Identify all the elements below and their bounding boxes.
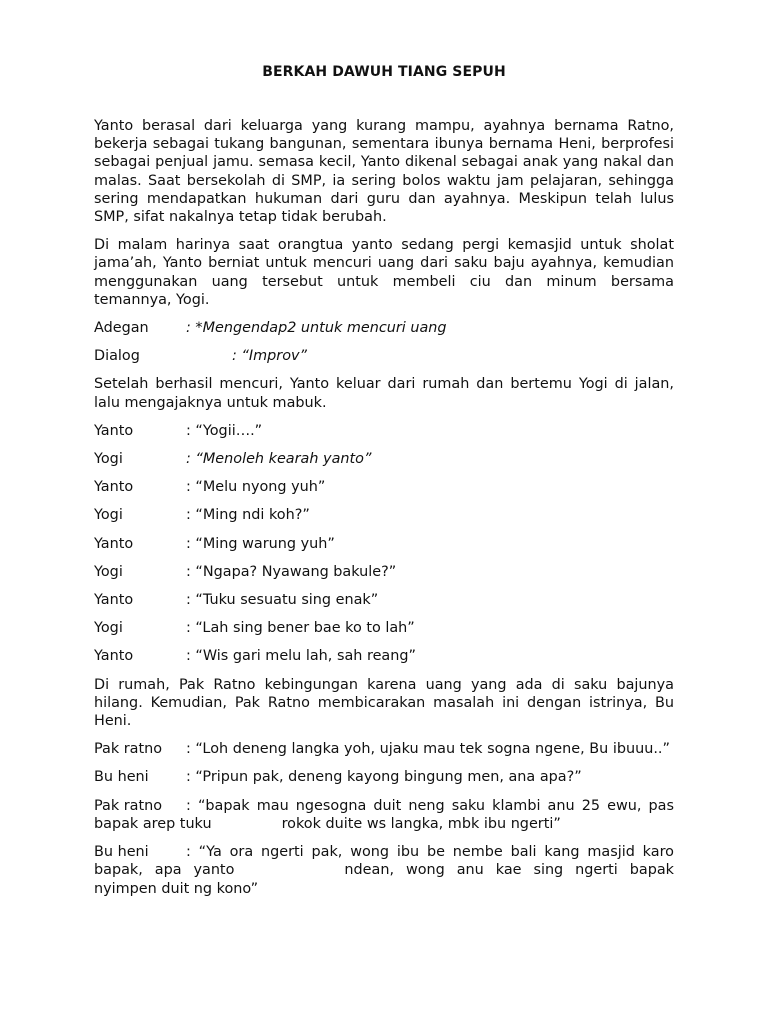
paragraph-at-home: Di rumah, Pak Ratno kebingungan karena uang yang ada di saku bajunya hilang. Kemudian, Pak Ratno membicarakan masalah ini dengan istrinya, Bu Heni. xyxy=(94,676,674,730)
speaker-name: Yogi xyxy=(94,563,123,580)
speaker-utterance: : “Loh deneng langka yoh, ujaku mau tek sogna ngene, Bu ibuuu..” xyxy=(186,741,670,758)
dialog-label: Dialog xyxy=(94,348,140,365)
document-title: BERKAH DAWUH TIANG SEPUH xyxy=(262,64,506,80)
speaker-name: Yanto xyxy=(94,592,134,609)
dialogue-line xyxy=(94,563,674,581)
paragraph-after-theft: Setelah berhasil mencuri, Yanto keluar dari rumah dan bertemu Yogi di jalan, lalu mengajaknya untuk mabuk. xyxy=(94,376,674,411)
speaker-utterance: : “Wis gari melu lah, sah reang” xyxy=(186,648,416,665)
dialogue-line xyxy=(94,478,674,496)
speaker-utterance: : “Pripun pak, deneng kayong bingung men, ana apa?” xyxy=(186,769,582,786)
document-page xyxy=(94,0,674,1024)
dialogue-speech xyxy=(94,797,674,833)
dialogue-line xyxy=(94,647,674,665)
speaker-utterance: : “Lah sing bener bae ko to lah” xyxy=(186,620,415,637)
dialogue-line xyxy=(94,619,674,637)
speaker-name: Pak ratno xyxy=(94,797,163,814)
adegan-line xyxy=(94,319,674,337)
dialogue-line xyxy=(94,422,674,440)
dialogue-speech xyxy=(94,768,674,786)
speaker-name: Yanto xyxy=(94,422,134,439)
dialogue-line xyxy=(94,591,674,609)
paragraph-intro: Yanto berasal dari keluarga yang kurang mampu, ayahnya bernama Ratno, bekerja sebagai tukang bangunan, sementara ibunya bernama Heni, berprofesi sebagai penjual jamu. semasa kecil, Yanto dikenal sebagai anak yang nakal dan malas. Saat bersekolah di SMP, ia sering bolos waktu jam pelajaran, sehingga sering mendapatkan hukuman dari guru dan ayahnya. Meskipun telah lulus SMP, sifat nakalnya tetap tidak berubah. xyxy=(94,118,674,226)
speaker-name: Yanto xyxy=(94,648,134,665)
paragraph-night-theft: Di malam harinya saat orangtua yanto sedang pergi kemasjid untuk sholat jama’ah, Yanto berniat untuk mencuri uang dari saku baju ayahnya, kemudian menggunakan uang tersebut untuk membeli ciu dan minum bersama temannya, Yogi. xyxy=(94,237,674,308)
speaker-name: Yanto xyxy=(94,479,134,496)
speaker-name: Yogi xyxy=(94,620,123,637)
dialogue-speech xyxy=(94,740,674,758)
dialog-line xyxy=(94,347,674,365)
speaker-utterance: : “Yogii….” xyxy=(186,422,263,439)
dialogue-line xyxy=(94,506,674,524)
adegan-text: : *Mengendap2 untuk mencuri uang xyxy=(186,320,447,337)
speaker-utterance: : “Tuku sesuatu sing enak” xyxy=(186,592,379,609)
dialog-text: : “Improv” xyxy=(232,348,307,365)
speaker-name: Bu heni xyxy=(94,769,149,786)
dialogue-line xyxy=(94,535,674,553)
speaker-utterance: : “Ming ndi koh?” xyxy=(186,507,310,524)
speaker-name: Pak ratno xyxy=(94,741,163,758)
speaker-utterance: : “Ming warung yuh” xyxy=(186,535,335,552)
speaker-utterance: : “Ngapa? Nyawang bakule?” xyxy=(186,563,397,580)
dialogue-line xyxy=(94,450,674,468)
speaker-utterance: : “Melu nyong yuh” xyxy=(186,479,326,496)
speaker-utterance-continued: rokok duite ws langka, mbk ibu ngerti” xyxy=(281,815,561,832)
speaker-utterance: : “bapak mau ngesogna duit neng saku klambi anu 25 ewu, pas bapak arep tuku xyxy=(94,797,674,832)
speaker-utterance-continued: ndean, wong anu kae sing ngerti bapak nyimpen duit ng kono” xyxy=(94,862,674,897)
speaker-utterance: : “Ya ora ngerti pak, wong ibu be nembe bali kang masjid karo bapak, apa yanto xyxy=(94,844,674,879)
dialogue-speech xyxy=(94,843,674,898)
speaker-name: Yogi xyxy=(94,507,123,524)
speaker-name: Yogi xyxy=(94,451,123,468)
speaker-utterance: : “Menoleh kearah yanto” xyxy=(186,451,372,468)
adegan-label: Adegan xyxy=(94,320,149,337)
speaker-name: Yanto xyxy=(94,535,134,552)
document-body xyxy=(94,117,674,908)
speaker-name: Bu heni xyxy=(94,844,149,861)
